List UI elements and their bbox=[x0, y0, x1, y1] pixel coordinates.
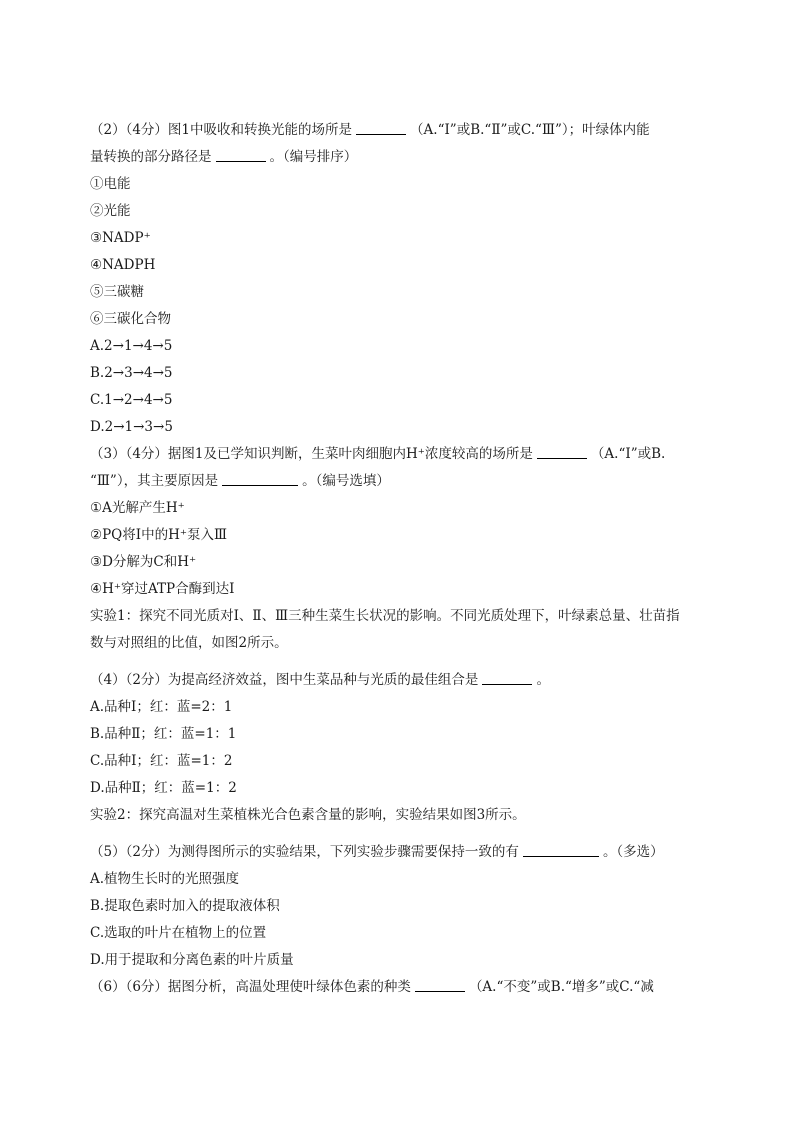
q2-line1 bbox=[90, 117, 724, 144]
q4-option: C.品种Ⅰ；红：蓝=1：2 bbox=[90, 753, 233, 769]
question-content bbox=[90, 117, 724, 1001]
q3-stem-text: （3）（4分）据图1及已学知识判断，生菜叶肉细胞内H⁺浓度较高的场所是 bbox=[90, 446, 533, 462]
q4-option: B.品种Ⅱ；红：蓝=1：1 bbox=[90, 726, 237, 742]
q5-option: C.选取的叶片在植物上的位置 bbox=[90, 925, 267, 941]
q5-stem-text: （5）（2分）为测得图所示的实验结果，下列实验步骤需要保持一致的有 bbox=[90, 844, 519, 860]
q5-option: A.植物生长时的光照强度 bbox=[90, 871, 240, 887]
spacer bbox=[90, 829, 724, 839]
q5-stem-tail: 。（多选） bbox=[602, 844, 664, 860]
q5-option: D.用于提取和分离色素的叶片质量 bbox=[90, 952, 294, 968]
q4-option: A.品种Ⅰ；红：蓝=2：1 bbox=[90, 699, 233, 715]
q5-option: B.提取色素时加入的提取液体积 bbox=[90, 898, 280, 914]
q4-line1 bbox=[90, 667, 724, 694]
q2-blank-1[interactable] bbox=[356, 120, 406, 135]
q3-blank-1[interactable] bbox=[537, 444, 587, 459]
q2-stem-tail-2: 。（编号排序） bbox=[269, 149, 358, 165]
exp1-line2: 数与对照组的比值，如图2所示。 bbox=[90, 635, 288, 651]
q3-line2 bbox=[90, 468, 724, 495]
q4-option: D.品种Ⅱ；红：蓝=1：2 bbox=[90, 780, 237, 796]
q5-line1 bbox=[90, 839, 724, 866]
q4-stem-text: （4）（2分）为提高经济效益，图中生菜品种与光质的最佳组合是 bbox=[90, 672, 479, 688]
q3-item: ④H⁺穿过ATP合酶到达Ⅰ bbox=[90, 581, 235, 597]
q3-stem-tail: （A.“Ⅰ”或B. bbox=[590, 446, 666, 462]
q2-item: ⑤三碳糖 bbox=[90, 284, 144, 300]
q2-stem-text: （2）（4分）图1中吸收和转换光能的场所是 bbox=[90, 122, 353, 138]
q2-option: A.2→1→4→5 bbox=[90, 338, 173, 354]
exp2-line1: 实验2：探究高温对生菜植株光合色素含量的影响，实验结果如图3所示。 bbox=[90, 807, 526, 823]
q3-line1 bbox=[90, 441, 724, 468]
q6-stem-text: （6）（6分）据图分析，高温处理使叶绿体色素的种类 bbox=[90, 979, 411, 995]
q4-blank-1[interactable] bbox=[482, 670, 532, 685]
q2-option: C.1→2→4→5 bbox=[90, 392, 173, 408]
q2-stem-text-2: 量转换的部分路径是 bbox=[90, 149, 212, 165]
q3-blank-2[interactable] bbox=[222, 471, 298, 486]
q6-line1 bbox=[90, 974, 724, 1001]
exp1-line1: 实验1：探究不同光质对Ⅰ、Ⅱ、Ⅲ三种生菜生长状况的影响。不同光质处理下，叶绿素总量、壮苗指 bbox=[90, 608, 680, 624]
q3-stem-tail-2: 。（编号选填） bbox=[302, 473, 390, 489]
q2-item: ④NADPH bbox=[90, 257, 156, 273]
q2-item: ③NADP⁺ bbox=[90, 230, 151, 246]
q3-item: ②PQ将Ⅰ中的H⁺泵入Ⅲ bbox=[90, 527, 228, 543]
q3-item: ③D分解为C和H⁺ bbox=[90, 554, 197, 570]
q2-item: ⑥三碳化合物 bbox=[90, 311, 171, 327]
q2-line2 bbox=[90, 144, 724, 171]
q2-option: D.2→1→3→5 bbox=[90, 419, 173, 435]
q4-stem-tail: 。 bbox=[536, 672, 550, 688]
spacer bbox=[90, 657, 724, 667]
q6-stem-tail: （A.“不变”或B.“增多”或C.“减 bbox=[468, 979, 654, 995]
q2-item: ②光能 bbox=[90, 203, 131, 219]
q3-item: ①A光解产生H⁺ bbox=[90, 500, 185, 516]
q2-option: B.2→3→4→5 bbox=[90, 365, 173, 381]
q2-stem-tail: （A.“Ⅰ”或B.“Ⅱ”或C.“Ⅲ”）；叶绿体内能 bbox=[410, 122, 650, 138]
q3-stem-text-2: “Ⅲ”），其主要原因是 bbox=[90, 473, 219, 489]
q2-blank-2[interactable] bbox=[216, 147, 266, 162]
q2-item: ①电能 bbox=[90, 176, 131, 192]
q5-blank-1[interactable] bbox=[523, 842, 599, 857]
q6-blank-1[interactable] bbox=[415, 977, 465, 992]
